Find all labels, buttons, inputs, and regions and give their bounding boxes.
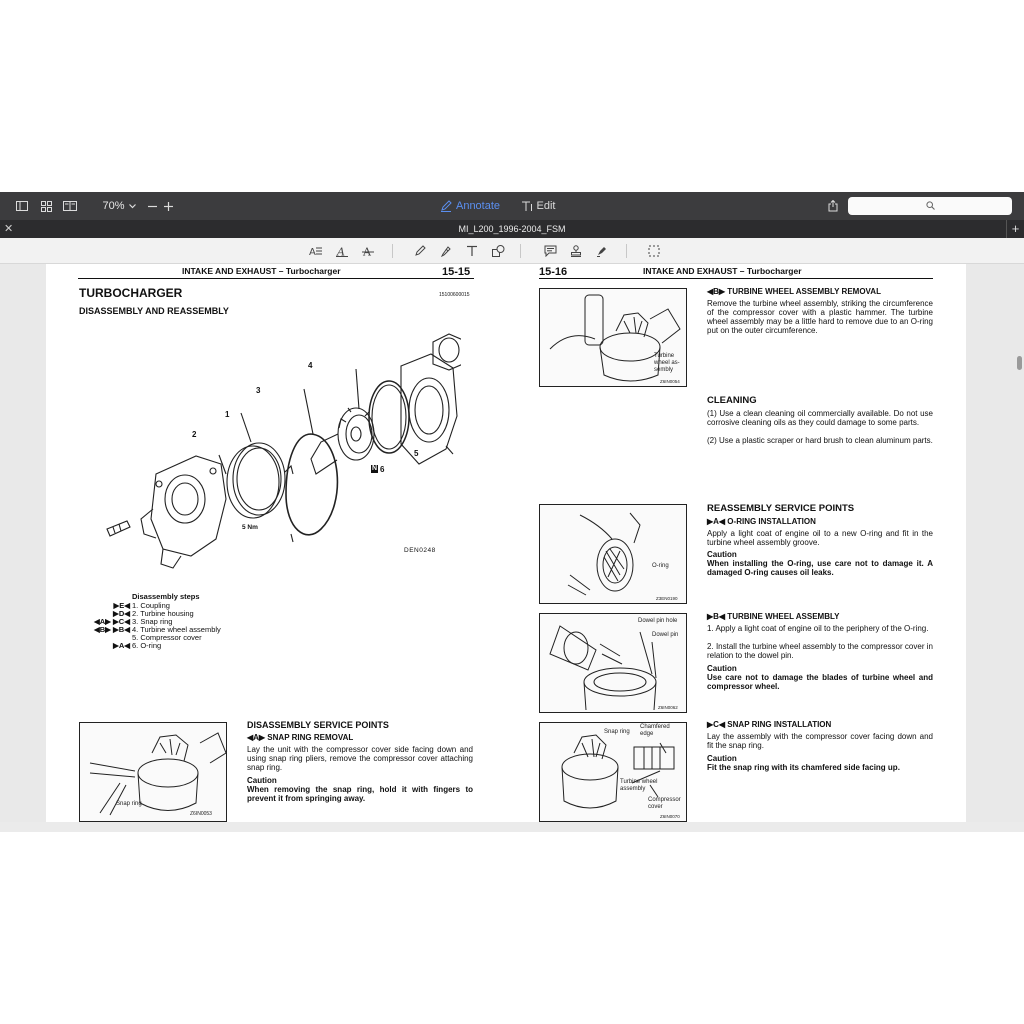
- page-15-15: [46, 264, 506, 822]
- diagram-code: DEN0248: [404, 547, 436, 554]
- n-mark-badge: N: [372, 465, 378, 472]
- left-page-header: INTAKE AND EXHAUST – Turbocharger: [182, 266, 341, 276]
- annotate-button[interactable]: [440, 197, 500, 215]
- edit-label: Edit: [536, 200, 556, 212]
- selection-icon[interactable]: [646, 243, 662, 259]
- sidebar-toggle-icon[interactable]: [14, 197, 30, 215]
- text-edit-icon: [521, 201, 533, 212]
- search-input[interactable]: [848, 197, 1012, 215]
- step-3-marks: ◀A▶ ▶C◀: [94, 617, 130, 626]
- step-1-marks: ▶E◀: [113, 601, 130, 610]
- callout-6: 6: [380, 465, 385, 474]
- main-toolbar: [0, 192, 1024, 220]
- new-tab-icon[interactable]: +: [1006, 220, 1024, 238]
- reassembly-a-title: ▶A◀ O-RING INSTALLATION: [707, 517, 816, 526]
- callout-4: 4: [308, 361, 313, 370]
- reassembly-b-item-2: 2. Install the turbine wheel assembly to the compressor cover in relation to the dowel pin.: [707, 642, 933, 660]
- reassembly-c-body: Lay the assembly with the compressor cover facing down and fit the snap ring.: [707, 732, 933, 750]
- s1-body: Remove the turbine wheel assembly, striking the circumference of the compressor cover with a plastic hammer. The turbine wheel assembly may be a little hard to remove due to an O-ring put on the outer circumference.: [707, 299, 933, 335]
- fig-label-compressor-cover: Compressor cover: [648, 797, 681, 810]
- torque-label: 5 Nm: [242, 524, 258, 531]
- left-header-rule: [78, 278, 474, 279]
- highlighter-icon[interactable]: [438, 243, 454, 259]
- stamp-icon[interactable]: [568, 243, 584, 259]
- fig-label-dowel-pin-hole: Dowel pin hole: [638, 618, 678, 624]
- reassembly-b-caution: Use care not to damage the blades of turbine wheel and compressor wheel.: [707, 673, 933, 691]
- svg-text:A: A: [363, 245, 371, 257]
- font-icon[interactable]: [334, 243, 350, 259]
- right-page-header: INTAKE AND EXHAUST – Turbocharger: [643, 266, 802, 276]
- step-3: 3. Snap ring: [132, 617, 173, 626]
- left-title: TURBOCHARGER: [79, 286, 183, 300]
- reassembly-c-caution-label: Caution: [707, 754, 737, 763]
- document-tab-bar: [0, 220, 1024, 238]
- fig-label-dowel-pin: Dowel pin: [652, 632, 679, 638]
- toolbar-separator: [392, 244, 393, 258]
- strikethrough-icon[interactable]: [360, 243, 376, 259]
- fig-label-o-ring: O-ring: [652, 563, 669, 569]
- s1-title: ◀B▶ TURBINE WHEEL ASSEMBLY REMOVAL: [707, 287, 881, 296]
- left-subtitle: DISASSEMBLY AND REASSEMBLY: [79, 306, 229, 316]
- shapes-icon[interactable]: [490, 243, 506, 259]
- right-header-rule: [539, 278, 933, 279]
- comment-icon[interactable]: [542, 243, 558, 259]
- fig-code: Z6IN0053: [190, 811, 212, 817]
- step-6: 6. O-ring: [132, 641, 162, 650]
- toolbar-separator: [626, 244, 627, 258]
- text-style-icon[interactable]: [308, 243, 324, 259]
- service-caution: When removing the snap ring, hold it with fingers to prevent it from springing away.: [247, 785, 473, 803]
- svg-text:A: A: [337, 245, 345, 257]
- fig-label-chamfered-edge: Chamfered edge: [640, 724, 670, 737]
- service-body: Lay the unit with the compressor cover side facing down and using snap ring pliers, remove the compressor cover attaching snap ring.: [247, 745, 473, 772]
- turbine-wheel-removal-figure: [539, 288, 687, 387]
- page-15-16: [506, 264, 966, 822]
- snap-ring-installation-figure: [539, 722, 687, 822]
- reassembly-b-title: ▶B◀ TURBINE WHEEL ASSEMBLY: [707, 612, 840, 621]
- reassembly-b-item-1: 1. Apply a light coat of engine oil to the periphery of the O-ring.: [707, 624, 929, 633]
- reassembly-c-title: ▶C◀ SNAP RING INSTALLATION: [707, 720, 832, 729]
- fig-code: Z6IN0054: [660, 379, 680, 384]
- zoom-in-icon[interactable]: [162, 197, 174, 215]
- fig-code: Z6IN0062: [658, 705, 678, 710]
- fig-label-snap-ring: Snap ring: [604, 729, 630, 735]
- service-subtitle: ◀A▶ SNAP RING REMOVAL: [247, 733, 354, 742]
- step-5: 5. Compressor cover: [132, 633, 202, 642]
- step-6-marks: ▶A◀: [113, 641, 130, 650]
- fig-label-turbine-wheel-assembly: Turbine wheel assembly: [620, 779, 658, 792]
- chevron-down-icon: [129, 204, 136, 209]
- turbine-wheel-assembly-figure: [539, 613, 687, 713]
- fig-code: Z6IN0070: [660, 814, 680, 819]
- two-page-view-icon[interactable]: [62, 197, 78, 215]
- document-title: MI_L200_1996-2004_FSM: [458, 224, 566, 234]
- service-caution-label: Caution: [247, 776, 277, 785]
- signature-pen-icon[interactable]: [594, 243, 610, 259]
- fig-label-turbine-wheel: Turbine wheel as-sembly: [654, 353, 680, 373]
- step-1: 1. Coupling: [132, 601, 170, 610]
- zoom-select[interactable]: [98, 197, 140, 215]
- reassembly-c-caution: Fit the snap ring with its chamfered side facing up.: [707, 763, 900, 772]
- annotate-label: Annotate: [455, 200, 501, 212]
- pencil-icon[interactable]: [412, 243, 428, 259]
- pdf-viewer-window: [0, 192, 1024, 832]
- text-box-icon[interactable]: [464, 243, 480, 259]
- doc-code: 15100600015: [439, 292, 470, 298]
- reassembly-a-caution: When installing the O-ring, use care not to damage it. A damaged O-ring causes oil leaks.: [707, 559, 933, 577]
- o-ring-installation-figure: [539, 504, 687, 604]
- reassembly-b-caution-label: Caution: [707, 664, 737, 673]
- zoom-value: 70%: [102, 200, 125, 212]
- step-4: 4. Turbine wheel assembly: [132, 625, 221, 634]
- annotation-toolbar: [0, 238, 1024, 264]
- fig-label-snap-ring: Snap ring: [116, 801, 142, 807]
- right-page-number: 15-16: [539, 266, 568, 278]
- zoom-out-icon[interactable]: [146, 197, 158, 215]
- vertical-scrollbar[interactable]: [1016, 264, 1024, 822]
- scrollbar-thumb[interactable]: [1017, 356, 1022, 370]
- share-icon[interactable]: [826, 197, 840, 215]
- snap-ring-removal-figure: [79, 722, 227, 822]
- cleaning-item-2: (2) Use a plastic scraper or hard brush to clean aluminum parts.: [707, 436, 933, 445]
- edit-button[interactable]: [518, 197, 558, 215]
- callout-2: 2: [192, 430, 197, 439]
- callout-1: 1: [225, 410, 230, 419]
- reassembly-a-body: Apply a light coat of engine oil to a new O-ring and fit in the turbine wheel assembly groove.: [707, 529, 933, 547]
- reassembly-a-caution-label: Caution: [707, 550, 737, 559]
- close-icon[interactable]: ✕: [4, 223, 14, 235]
- steps-title: Disassembly steps: [132, 592, 200, 601]
- toolbar-separator: [520, 244, 521, 258]
- callout-5: 5: [414, 449, 419, 458]
- step-2-marks: ▶D◀: [113, 609, 130, 618]
- cleaning-item-1: (1) Use a clean cleaning oil commercially available. Do not use corrosive cleaning oils as they could damage to some parts.: [707, 409, 933, 427]
- step-4-marks: ◀B▶ ▶B◀: [94, 625, 130, 634]
- service-title: DISASSEMBLY SERVICE POINTS: [247, 720, 389, 730]
- thumbnail-grid-icon[interactable]: [38, 197, 54, 215]
- reassembly-title: REASSEMBLY SERVICE POINTS: [707, 503, 855, 514]
- svg-text:A: A: [309, 247, 316, 257]
- fig-code: Z3EN0190: [656, 596, 678, 601]
- pen-icon: [440, 200, 452, 212]
- step-2: 2. Turbine housing: [132, 609, 194, 618]
- turbocharger-exploded-diagram: [101, 324, 461, 569]
- callout-3: 3: [256, 386, 261, 395]
- cleaning-title: CLEANING: [707, 395, 757, 406]
- left-page-number: 15-15: [442, 266, 471, 278]
- document-viewer[interactable]: [0, 264, 1024, 822]
- search-icon: [926, 197, 935, 215]
